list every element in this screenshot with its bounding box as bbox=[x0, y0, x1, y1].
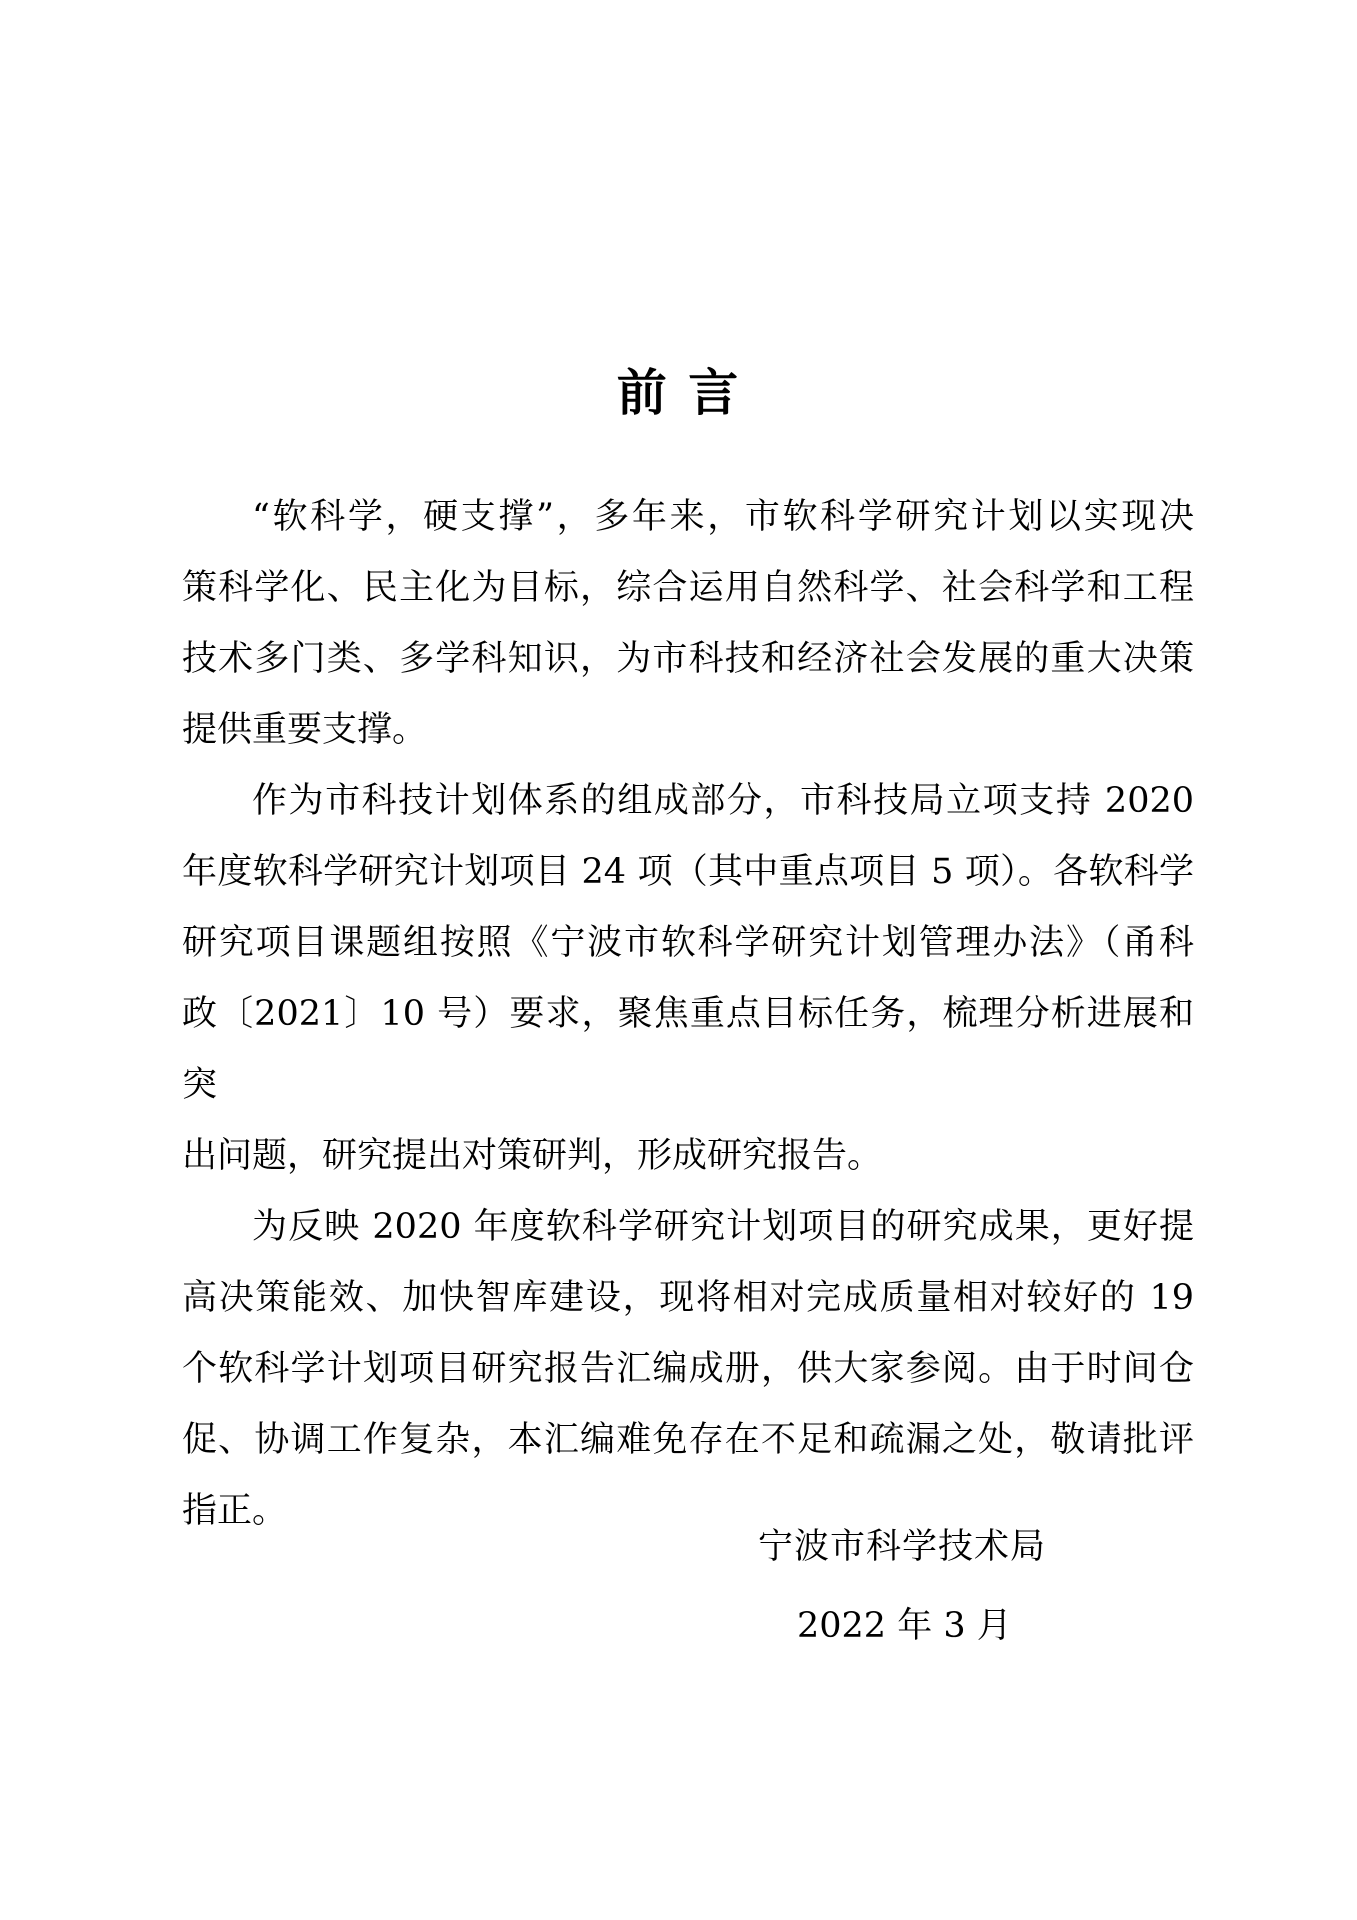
paragraph-line: 技术多门类、多学科知识，为市科技和经济社会发展的重大决策 bbox=[182, 639, 1194, 679]
signature-organization: 宁波市科学技术局 bbox=[758, 1527, 1047, 1567]
paragraph-line: 促、协调工作复杂，本汇编难免存在不足和疏漏之处，敬请批评 bbox=[182, 1420, 1194, 1460]
paragraph-line: 年度软科学研究计划项目 24 项（其中重点项目 5 项）。各软科学 bbox=[182, 852, 1194, 892]
paragraph-line: 提供重要支撑。 bbox=[182, 710, 428, 750]
paragraph-line: 为反映 2020 年度软科学研究计划项目的研究成果，更好提 bbox=[252, 1207, 1194, 1247]
paragraph-1 bbox=[182, 482, 1194, 766]
paragraph-line: 出问题，研究提出对策研判，形成研究报告。 bbox=[182, 1136, 883, 1176]
paragraph-line: 研究项目课题组按照《宁波市软科学研究计划管理办法》（甬科 bbox=[182, 923, 1194, 963]
signature-date: 2022 年 3 月 bbox=[797, 1606, 1012, 1646]
paragraph-line: 政〔2021〕10 号）要求，聚焦重点目标任务，梳理分析进展和突 bbox=[182, 994, 1194, 1105]
paragraph-line: 作为市科技计划体系的组成部分，市科技局立项支持 2020 bbox=[252, 781, 1194, 821]
paragraph-line: “软科学，硬支撑”，多年来，市软科学研究计划以实现决 bbox=[252, 497, 1194, 537]
paragraph-line: 个软科学计划项目研究报告汇编成册，供大家参阅。由于时间仓 bbox=[182, 1349, 1194, 1389]
paragraph-2 bbox=[182, 766, 1194, 1192]
paragraph-3 bbox=[182, 1192, 1194, 1547]
preface-body bbox=[182, 482, 1194, 1547]
paragraph-line: 策科学化、民主化为目标，综合运用自然科学、社会科学和工程 bbox=[182, 568, 1194, 608]
paragraph-line: 高决策能效、加快智库建设，现将相对完成质量相对较好的 19 bbox=[182, 1278, 1194, 1318]
page-title: 前 言 bbox=[616, 364, 741, 422]
paragraph-line: 指正。 bbox=[182, 1491, 288, 1531]
